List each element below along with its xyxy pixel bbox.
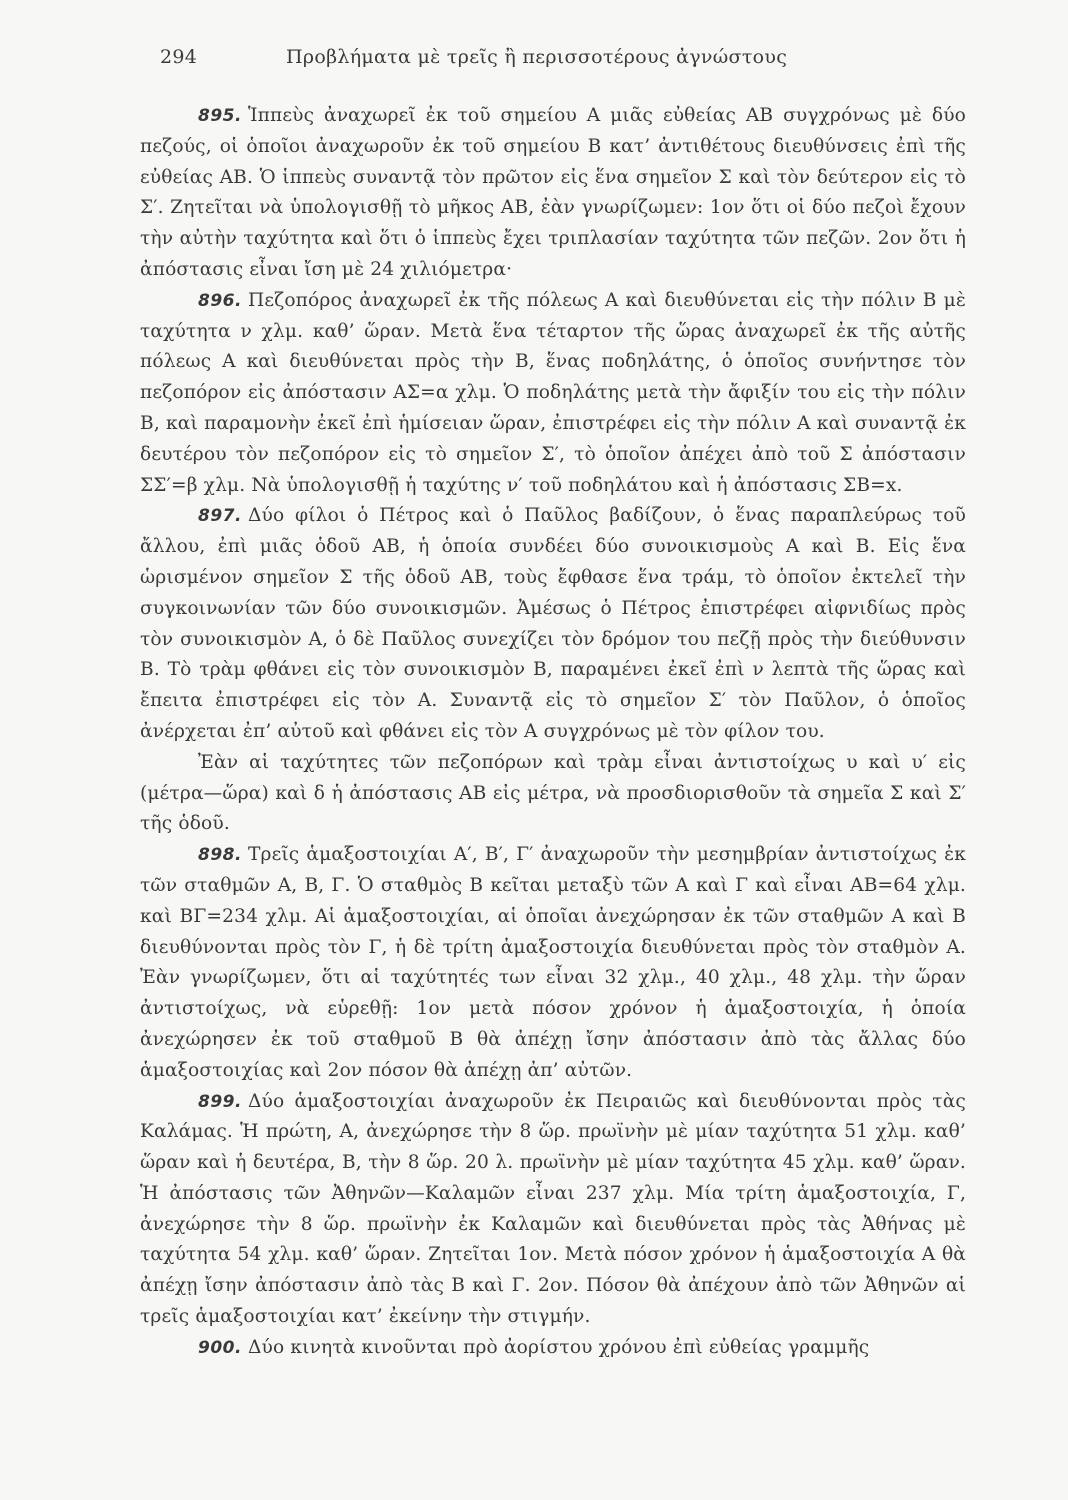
running-title: Προβλήματα μὲ τρεῖς ἢ περισσοτέρους ἀγνώστους — [286, 46, 788, 68]
problem-896 — [140, 286, 966, 502]
problem-text: Δύο ἁμαξοστοιχίαι ἀναχωροῦν ἐκ Πειραιῶς καὶ διευθύνονται πρὸς τὰς Καλάμας. Ἡ πρώτη, Α, ἀνεχώρησε τὴν 8 ὥρ. πρωϊνὴν μὲ μίαν ταχύτητα 51 χλμ. καθ’ ὥραν καὶ ἡ δευτέρα, Β, τὴν 8 ὥρ. 20 λ. πρωϊνὴν μὲ μίαν ταχύτητα 45 χλμ. καθ’ ὥραν. Ἡ ἀπόστασις τῶν Ἀθηνῶν—Καλαμῶν εἶναι 237 χλμ. Μία τρίτη ἁμαξοστοιχία, Γ, ἀνεχώρησε τὴν 8 ὥρ. πρωϊνὴν ἐκ Καλαμῶν καὶ διευθύνεται πρὸς τὰς Ἀθήνας μὲ ταχύτητα 54 χλμ. καθ’ ὥραν. Ζητεῖται 1ον. Μετὰ πόσον χρόνον ἡ ἁμαξοστοιχία Α θὰ ἀπέχῃ ἴσην ἀπόστασιν ἀπὸ τὰς Β καὶ Γ. 2ον. Πόσον θὰ ἀπέχουν ἀπὸ τῶν Ἀθηνῶν αἱ τρεῖς ἁμαξοστοιχίαι κατ’ ἐκείνην τὴν στιγμήν. — [140, 1090, 966, 1328]
page-number: 294 — [160, 46, 198, 68]
problem-text: Πεζοπόρος ἀναχωρεῖ ἐκ τῆς πόλεως Α καὶ διευθύνεται εἰς τὴν πόλιν Β μὲ ταχύτητα ν χλμ. καθ’ ὥραν. Μετὰ ἕνα τέταρτον τῆς ὥρας ἀναχωρεῖ ἐκ τῆς αὐτῆς πόλεως Α καὶ διευθύνεται πρὸς τὴν Β, ἕνας ποδηλάτης, ὁ ὁποῖος συνήντησε τὸν πεζοπόρον εἰς ἀπόστασιν ΑΣ=α χλμ. Ὁ ποδηλάτης μετὰ τὴν ἄφιξίν του εἰς τὴν πόλιν Β, καὶ παραμονὴν ἐκεῖ ἐπὶ ἡμίσειαν ὥραν, ἐπιστρέφει εἰς τὴν πόλιν Α καὶ συναντᾷ ἐκ δευτέρου τὸν πεζοπόρον εἰς τὸ σημεῖον Σ′, τὸ ὁποῖον ἀπέχει ἀπὸ τοῦ Σ ἀπόστασιν ΣΣ′=β χλμ. Νὰ ὑπολογισθῇ ἡ ταχύτης ν′ τοῦ ποδηλάτου καὶ ἡ ἀπόστασις ΣΒ=x. — [140, 289, 966, 496]
problem-895 — [140, 101, 966, 286]
problem-number: 897. — [198, 506, 242, 527]
problem-number: 896. — [198, 290, 242, 311]
problem-898 — [140, 840, 966, 1086]
problem-number: 899. — [198, 1091, 242, 1112]
problem-text: Δύο κινητὰ κινοῦνται πρὸ ἀορίστου χρόνου ἐπὶ εὐθείας γραμμῆς — [247, 1336, 870, 1358]
problem-text: Δύο φίλοι ὁ Πέτρος καὶ ὁ Παῦλος βαδίζουν, ὁ ἕνας παραπλεύρως τοῦ ἄλλου, ἐπὶ μιᾶς ὁδοῦ ΑΒ, ἡ ὁποία συνδέει δύο συνοικισμοὺς Α καὶ Β. Εἰς ἕνα ὡρισμένον σημεῖον Σ τῆς ὁδοῦ ΑΒ, τοὺς ἔφθασε ἕνα τράμ, τὸ ὁποῖον ἐκτελεῖ τὴν συγκοινωνίαν τῶν δύο συνοικισμῶν. Ἀμέσως ὁ Πέτρος ἐπιστρέφει αἰφνιδίως πρὸς τὸν συνοικισμὸν Α, ὁ δὲ Παῦλος συνεχίζει τὸν δρόμον του πεζῇ πρὸς τὴν διεύθυνσιν Β. Τὸ τρὰμ φθάνει εἰς τὸν συνοικισμὸν Β, παραμένει ἐκεῖ ἐπὶ ν λεπτὰ τῆς ὥρας καὶ ἔπειτα ἐπιστρέφει εἰς τὸν Α. Συναντᾷ εἰς τὸ σημεῖον Σ′ τὸν Παῦλον, ὁ ὁποῖος ἀνέρχεται ἐπ’ αὐτοῦ καὶ φθάνει εἰς τὸν Α συγχρόνως μὲ τὸν φίλον του. — [140, 505, 966, 742]
problem-899 — [140, 1087, 966, 1333]
problem-number: 895. — [198, 106, 242, 126]
problem-text: Τρεῖς ἁμαξοστοιχίαι Α′, Β′, Γ′ ἀναχωροῦν τὴν μεσημβρίαν ἀντιστοίχως ἐκ τῶν σταθμῶν Α, Β, Γ. Ὁ σταθμὸς Β κεῖται μεταξὺ τῶν Α καὶ Γ καὶ εἶναι ΑΒ=64 χλμ. καὶ ΒΓ=234 χλμ. Αἱ ἁμαξοστοιχίαι, αἱ ὁποῖαι ἀνεχώρησαν ἐκ τῶν σταθμῶν Α καὶ Β διευθύνονται πρὸς τὸν Γ, ἡ δὲ τρίτη ἁμαξοστοιχία διευθύνεται πρὸς τὸν σταθμὸν Α. Ἐὰν γνωρίζωμεν, ὅτι αἱ ταχύτητές των εἶναι 32 χλμ., 40 χλμ., 48 χλμ. τὴν ὥραν ἀντιστοίχως, νὰ εὑρεθῇ: 1ον μετὰ πόσον χρόνον ἡ ἁμαξοστοιχία, ἡ ὁποία ἀνεχώρησεν ἐκ τοῦ σταθμοῦ Β θὰ ἀπέχῃ ἴσην ἀπόστασιν ἀπὸ τὰς ἄλλας δύο ἁμαξοστοιχίας καὶ 2ον πόσον θὰ ἀπέχῃ ἀπ’ αὐτῶν. — [140, 844, 966, 1081]
problem-number: 898. — [198, 845, 242, 866]
problem-900 — [140, 1333, 966, 1364]
problem-number: 900. — [198, 1337, 242, 1358]
problem-897 — [140, 501, 966, 747]
problem-text: Ἱππεὺς ἀναχωρεῖ ἐκ τοῦ σημείου Α μιᾶς εὐθείας ΑΒ συγχρόνως μὲ δύο πεζούς, οἱ ὁποῖοι ἀναχωροῦν ἐκ τοῦ σημείου Β κατ’ ἀντιθέτους διευθύνσεις ἐπὶ τῆς εὐθείας ΑΒ. Ὁ ἱππεὺς συναντᾷ τὸν πρῶτον εἰς ἕνα σημεῖον Σ καὶ τὸν δεύτερον εἰς τὸ Σ′. Ζητεῖται νὰ ὑπολογισθῇ τὸ μῆκος ΑΒ, ἐὰν γνωρίζωμεν: 1ον ὅτι οἱ δύο πεζοὶ ἔχουν τὴν αὐτὴν ταχύτητα καὶ ὅτι ὁ ἱππεὺς ἔχει τριπλασίαν ταχύτητα τῶν πεζῶν. 2ον ὅτι ἡ ἀπόστασις εἶναι ἴση μὲ 24 χιλιόμετρα· — [140, 105, 966, 280]
page-header — [160, 46, 820, 76]
body-text — [140, 101, 966, 1364]
problem-897-continuation: Ἐὰν αἱ ταχύτητες τῶν πεζοπόρων καὶ τρὰμ εἶναι ἀντιστοίχως υ καὶ υ′ εἰς (μέτρα—ὥρα) καὶ δ ἡ ἀπόστασις ΑΒ εἰς μέτρα, νὰ προσδιορισθοῦν τὰ σημεῖα Σ καὶ Σ′ τῆς ὁδοῦ. — [140, 751, 966, 835]
